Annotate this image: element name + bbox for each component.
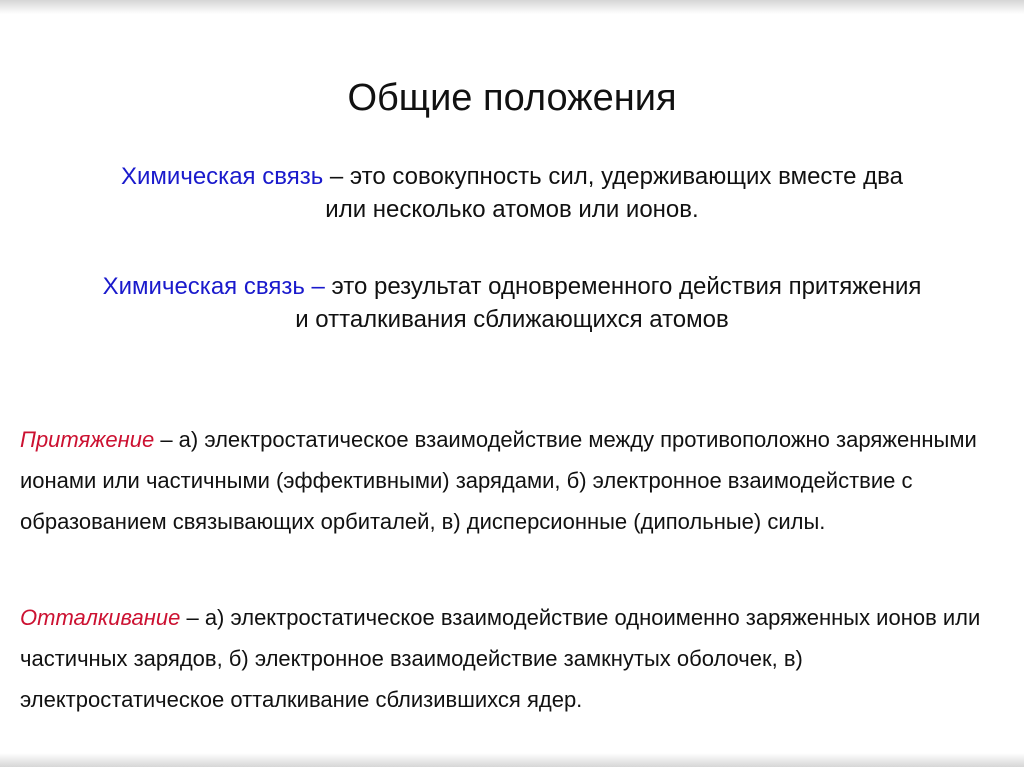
- definition-2: [100, 270, 924, 336]
- slide-top-shadow: [0, 0, 1024, 14]
- repulsion-text: – а) электростатическое взаимодействие одноименно заряженных ионов или частичных зарядов, б) электронное взаимодействие замкнутых оболочек, в) электростатическое отталкивание сблизившихся ядер.: [20, 605, 981, 712]
- definition-1-term: Химическая связь: [121, 163, 324, 190]
- slide-bottom-shadow: [0, 753, 1024, 767]
- definition-1-dash: –: [323, 163, 350, 190]
- definition-2-term: Химическая связь –: [102, 273, 325, 300]
- definition-1: [100, 160, 924, 226]
- attraction-term: Притяжение: [20, 427, 155, 452]
- definition-1-text: это совокупность сил, удерживающих вместе два или несколько атомов или ионов.: [325, 163, 903, 223]
- repulsion-term: Отталкивание: [20, 605, 181, 630]
- slide: [0, 14, 1024, 753]
- definition-2-text: это результат одновременного действия притяжения и отталкивания сближающихся атомов: [295, 273, 922, 333]
- attraction-text: – а) электростатическое взаимодействие между противоположно заряженными ионами или частичными (эффективными) зарядами, б) электронное взаимодействие с образованием связывающих орбиталей, в) дисперсионные (дипольные) силы.: [20, 427, 977, 534]
- paragraph-repulsion: [20, 597, 1010, 720]
- paragraph-attraction: [20, 419, 1010, 542]
- slide-title: Общие положения: [347, 77, 677, 119]
